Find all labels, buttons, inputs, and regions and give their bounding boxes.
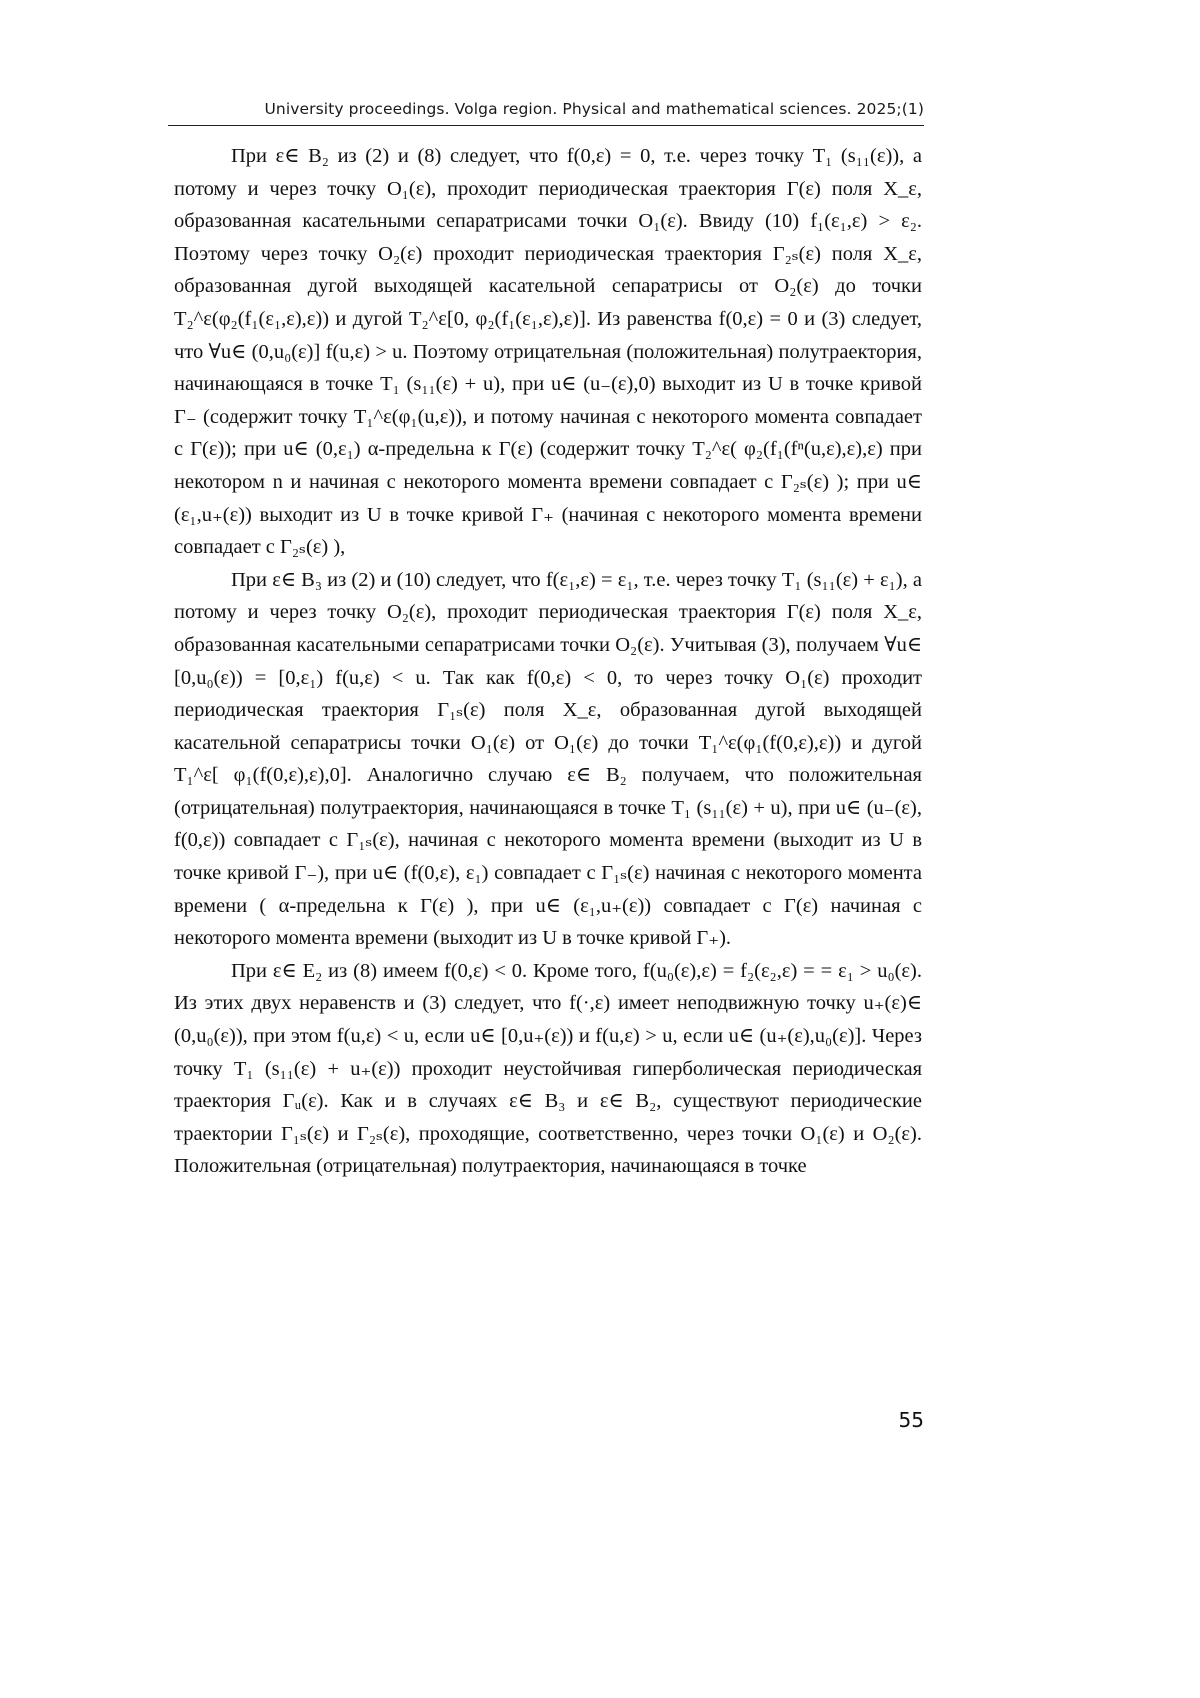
- paragraph-b2: При ε∈ B₂ из (2) и (8) следует, что f(0,ε) = 0, т.е. через точку T₁ (s₁₁(ε)), а потому и через точку O₁(ε), проходит периодическая траектория Γ(ε) поля X_ε, образованная касательными сепаратрисами точки O₁(ε). Ввиду (10) f₁(ε₁,ε) > ε₂. Поэтому через точку O₂(ε) проходит периодическая траектория Γ₂ₛ(ε) поля X_ε, образованная дугой выходящей касательной сепаратрисы от O₂(ε) до точки T₂^ε(φ₂(f₁(ε₁,ε),ε)) и дугой T₂^ε[0, φ₂(f₁(ε₁,ε),ε)]. Из равенства f(0,ε) = 0 и (3) следует, что ∀u∈ (0,u₀(ε)] f(u,ε) > u. Поэтому отрицательная (положительная) полутраектория, начинающаяся в точке T₁ (s₁₁(ε) + u), при u∈ (u₋(ε),0) выходит из U в точке кривой Γ₋ (содержит точку T₁^ε(φ₁(u,ε)), и потому начиная с некоторого момента совпадает с Γ(ε)); при u∈ (0,ε₁) α-предельна к Γ(ε) (содержит точку T₂^ε( φ₂(f₁(fⁿ(u,ε),ε),ε) при некотором n и начиная с некоторого момента времени совпадает с Γ₂ₛ(ε) ); при u∈ (ε₁,u₊(ε)) выходит из U в точке кривой Γ₊ (начиная с некоторого момента времени совпадает с Γ₂ₛ(ε) ),: [174, 145, 922, 559]
- page-number: 55: [898, 1408, 924, 1432]
- header-rule: [168, 125, 924, 126]
- paragraph-b3: При ε∈ B₃ из (2) и (10) следует, что f(ε₁,ε) = ε₁, т.е. через точку T₁ (s₁₁(ε) + ε₁), а потому и через точку O₂(ε), проходит периодическая траектория Γ(ε) поля X_ε, образованная касательными сепаратрисами точки O₂(ε). Учитывая (3), получаем ∀u∈ [0,u₀(ε)) = [0,ε₁) f(u,ε) < u. Так как f(0,ε) < 0, то через точку O₁(ε) проходит периодическая траектория Γ₁ₛ(ε) поля X_ε, образованная дугой выходящей касательной сепаратрисы точки O₁(ε) от O₁(ε) до точки T₁^ε(φ₁(f(0,ε),ε)) и дугой T₁^ε[ φ₁(f(0,ε),ε),0]. Аналогично случаю ε∈ B₂ получаем, что положительная (отрицательная) полутраектория, начинающаяся в точке T₁ (s₁₁(ε) + u), при u∈ (u₋(ε), f(0,ε)) совпадает с Γ₁ₛ(ε), начиная с некоторого момента времени (выходит из U в точке кривой Γ₋), при u∈ (f(0,ε), ε₁) совпадает с Γ₁ₛ(ε) начиная с некоторого момента времени ( α-предельна к Γ(ε) ), при u∈ (ε₁,u₊(ε)) совпадает с Γ(ε) начиная с некоторого момента времени (выходит из U в точке кривой Γ₊).: [174, 568, 922, 950]
- article-body: [174, 140, 922, 1183]
- paragraph-e2: При ε∈ E₂ из (8) имеем f(0,ε) < 0. Кроме того, f(u₀(ε),ε) = f₂(ε₂,ε) = = ε₁ > u₀(ε). Из этих двух неравенств и (3) следует, что f(·,ε) имеет неподвижную точку u₊(ε)∈ (0,u₀(ε)), при этом f(u,ε) < u, если u∈ [0,u₊(ε)) и f(u,ε) > u, если u∈ (u₊(ε),u₀(ε)]. Через точку T₁ (s₁₁(ε) + u₊(ε)) проходит неустойчивая гиперболическая периодическая траектория Γᵤ(ε). Как и в случаях ε∈ B₃ и ε∈ B₂, существуют периодические траектории Γ₁ₛ(ε) и Γ₂ₛ(ε), проходящие, соответственно, через точки O₁(ε) и O₂(ε). Положительная (отрицательная) полутраектория, начинающаяся в точке: [174, 959, 922, 1178]
- running-header: University proceedings. Volga region. Physical and mathematical sciences. 2025;(1): [264, 100, 924, 118]
